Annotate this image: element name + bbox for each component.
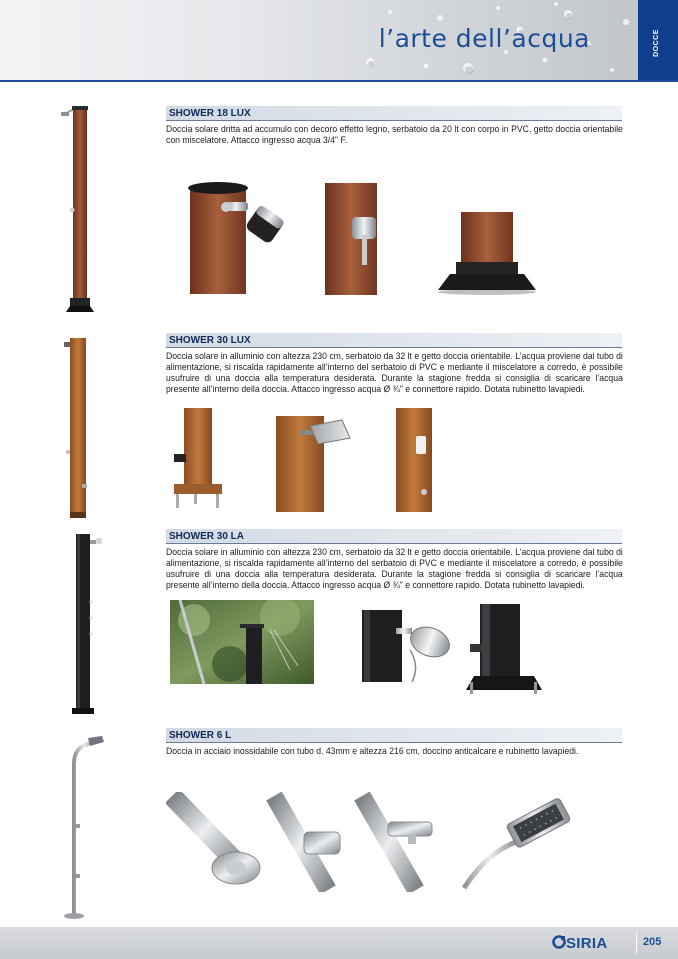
shower-6-l-main-image <box>58 734 108 920</box>
product-description: Doccia solare dritta ad accumulo con decoro effetto legno, serbatoio da 20 lt con corpo in PVC, getto doccia orientabile con miscelatore. Attacco ingresso acqua 3/4" F. <box>166 124 623 145</box>
shower-30-la-base-detail <box>464 604 544 696</box>
shower-18-lux-base-detail <box>434 210 540 296</box>
shower-18-lux-main-image <box>50 100 110 322</box>
section-tab-label: DOCCE <box>653 29 660 57</box>
shower-30-lux-mixer-detail <box>394 408 436 512</box>
footer-divider <box>636 933 637 953</box>
shower-6-l-footwash-detail <box>354 792 440 892</box>
product-description: Doccia solare in alluminio con altezza 230 cm, serbatoio da 32 lt e getto doccia orientabile. L’acqua proviene dal tubo di alimentazione, si riscalda rapidamente all’interno del serbatoio di PVC e mediante il miscelatore a corredo, è possibile usufruire di una doccia alla temperatura desiderata. Durante la stagione fredda si consiglia di scaricare l’acqua presente all’interno della doccia. Attacco ingresso acqua Ø ¾" e connettore rapido. Dotata rubinetto lavapiedi. <box>166 547 623 590</box>
product-name: SHOWER 30 LA <box>169 531 245 542</box>
product-description: Doccia in acciaio inossidabile con tubo d. 43mm e altezza 216 cm, doccino anticalcare e rubinetto lavapiedi. <box>166 746 579 756</box>
shower-18-lux-mixer-detail <box>322 183 380 295</box>
shower-30-lux-base-detail <box>168 408 226 512</box>
product-name: SHOWER 30 LUX <box>169 335 251 346</box>
shower-30-la-head-detail <box>360 606 454 682</box>
shower-30-la-garden-photo <box>170 600 314 684</box>
product-title-bar <box>166 106 622 121</box>
page-header <box>0 0 678 80</box>
siria-logo-icon <box>552 935 566 949</box>
product-description: Doccia solare in alluminio con altezza 230 cm, serbatoio da 32 lt e getto doccia orientabile. L’acqua proviene dal tubo di alimentazione, si riscalda rapidamente all’interno del serbatoio di PVC e mediante il miscelatore a corredo, è possibile usufruire di una doccia alla temperatura desiderata. Durante la stagione fredda si consiglia di scaricare l’acqua presente all’interno della doccia. Attacco ingresso acqua Ø ¾" e connettore rapido. Dotata rubinetto lavapiedi. <box>166 351 623 394</box>
shower-6-l-head-detail <box>458 792 572 892</box>
page-title: l’arte dell’acqua <box>378 24 590 53</box>
brand-name: SIRIA <box>566 935 608 952</box>
page-number: 205 <box>643 936 662 948</box>
shower-30-lux-head-detail <box>274 412 354 512</box>
product-name: SHOWER 18 LUX <box>169 108 251 119</box>
product-title-bar <box>166 333 622 348</box>
shower-30-lux-main-image <box>56 334 100 520</box>
header-divider <box>0 80 678 82</box>
shower-18-lux-head-detail <box>186 180 286 296</box>
product-name: SHOWER 6 L <box>169 730 232 741</box>
product-title-bar <box>166 529 622 544</box>
shower-6-l-tap-detail <box>266 792 352 892</box>
shower-6-l-base-detail <box>166 792 266 892</box>
product-title-bar <box>166 728 622 743</box>
shower-30-la-main-image <box>62 532 104 716</box>
